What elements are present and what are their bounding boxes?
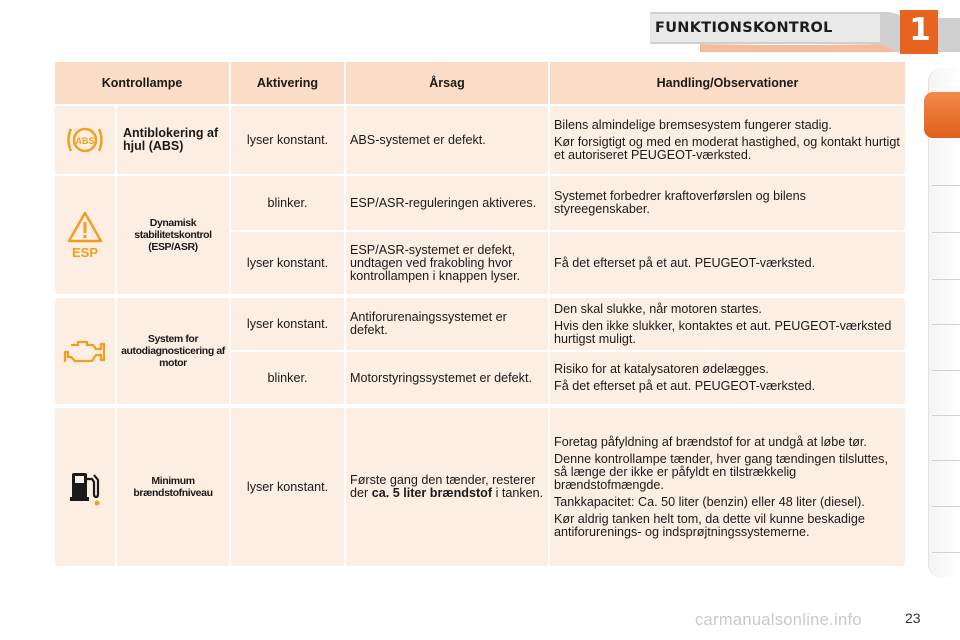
action-cell [550, 106, 905, 174]
lamp-name: Minimum brændstofniveau [117, 408, 229, 566]
cause-text-part: i tanken. [492, 486, 544, 500]
action-cell [550, 408, 905, 566]
action-cell [550, 352, 905, 404]
action-text: Denne kontrollampe tænder, hver gang tændingen tilsluttes, så længe der ikke er påfyldt en tilstrækkelig brændstofmængde. [554, 451, 888, 492]
cause-cell [346, 106, 548, 174]
page-number: 23 [905, 610, 921, 626]
action-text: Kør aldrig tanken helt tom, da dette vil kunne beskadige antiforurenings- og indsprøjtningssystemerne. [554, 511, 865, 539]
action-cell [550, 176, 905, 230]
svg-text:ESP: ESP [71, 245, 99, 260]
chapter-tab-divider [932, 552, 960, 553]
esp-warning-icon [55, 176, 115, 294]
lamp-name: Antiblokering af hjul (ABS) [117, 106, 229, 174]
cause-text [350, 474, 544, 500]
chapter-tab-divider [932, 185, 960, 186]
chapter-tab-divider [932, 324, 960, 325]
svg-text:ABS: ABS [75, 136, 95, 146]
chapter-number: 1 [909, 12, 931, 48]
watermark: carmanualsonline.info [695, 611, 862, 629]
action-text: Bilens almindelige bremsesystem fungerer stadig. [554, 117, 832, 132]
engine-warning-icon [55, 298, 115, 404]
activation-cell: blinker. [231, 352, 344, 404]
abs-warning-icon [55, 106, 115, 174]
cause-cell [346, 352, 548, 404]
action-cell [550, 232, 905, 294]
action-text: Hvis den ikke slukker, kontaktes et aut. PEUGEOT-værksted hurtigst muligt. [554, 318, 892, 346]
chapter-tab-divider [932, 232, 960, 233]
cause-text: ESP/ASR-reguleringen aktiveres. [350, 195, 537, 210]
action-text: Få det efterset på et aut. PEUGEOT-værksted. [554, 379, 816, 393]
action-text: Foretag påfyldning af brændstof for at undgå at løbe tør. [554, 434, 867, 449]
action-text: Den skal slukke, når motoren startes. [554, 301, 762, 316]
activation-cell: lyser konstant. [231, 408, 344, 566]
chapter-tab-divider [932, 279, 960, 280]
action-text: Tankkapacitet: Ca. 50 liter (benzin) eller 48 liter (diesel). [554, 494, 865, 509]
page-title: FUNKTIONSKONTROL [655, 20, 833, 36]
cause-text-part: Første gang den tænder, resterer der [350, 473, 536, 500]
fuel-pump-icon [55, 408, 115, 566]
cause-text-bold: ca. 5 liter brændstof [371, 486, 493, 500]
action-text: Systemet forbedrer kraftoverførslen og bilens styreegenskaber. [554, 189, 806, 216]
action-text: Få det efterset på et aut. PEUGEOT-værksted. [554, 255, 816, 270]
activation-cell: lyser konstant. [231, 298, 344, 350]
chapter-tabs-rail [928, 68, 960, 578]
chapter-tab-active[interactable] [924, 92, 960, 138]
activation-cell: lyser konstant. [231, 232, 344, 294]
action-text: Risiko for at katalysatoren ødelægges. [554, 362, 769, 376]
activation-cell: lyser konstant. [231, 106, 344, 174]
activation-cell: blinker. [231, 176, 344, 230]
cause-cell [346, 232, 548, 294]
action-cell [550, 298, 905, 350]
chapter-tab-divider [932, 370, 960, 371]
column-header: Årsag [346, 62, 548, 104]
cause-text: ABS-systemet er defekt. [350, 132, 486, 147]
cause-text: Motorstyringssystemet er defekt. [350, 370, 532, 385]
cause-text: ESP/ASR-systemet er defekt, undtagen ved frakobling hvor kontrollampen i knappen lyser. [350, 242, 521, 283]
table-header [55, 62, 905, 104]
chapter-tab-divider [932, 506, 960, 507]
column-header: Aktivering [231, 62, 344, 104]
chapter-tab-divider [932, 460, 960, 461]
cause-cell [346, 408, 548, 566]
column-header: Handling/Observationer [550, 62, 905, 104]
cause-cell [346, 298, 548, 350]
cause-cell [346, 176, 548, 230]
lamp-name: Dynamisk stabilitetskontrol (ESP/ASR) [117, 176, 229, 294]
cause-text: Antiforurenaingssystemet er defekt. [350, 310, 507, 337]
action-text: Kør forsigtigt og med en moderat hastighed, og kontakt hurtigt et autoriseret PEUGEOT-værksted. [554, 134, 900, 162]
lamp-name: System for autodiagnosticering af motor [117, 298, 229, 404]
chapter-tab-divider [932, 415, 960, 416]
column-header: Kontrollampe [55, 62, 229, 104]
